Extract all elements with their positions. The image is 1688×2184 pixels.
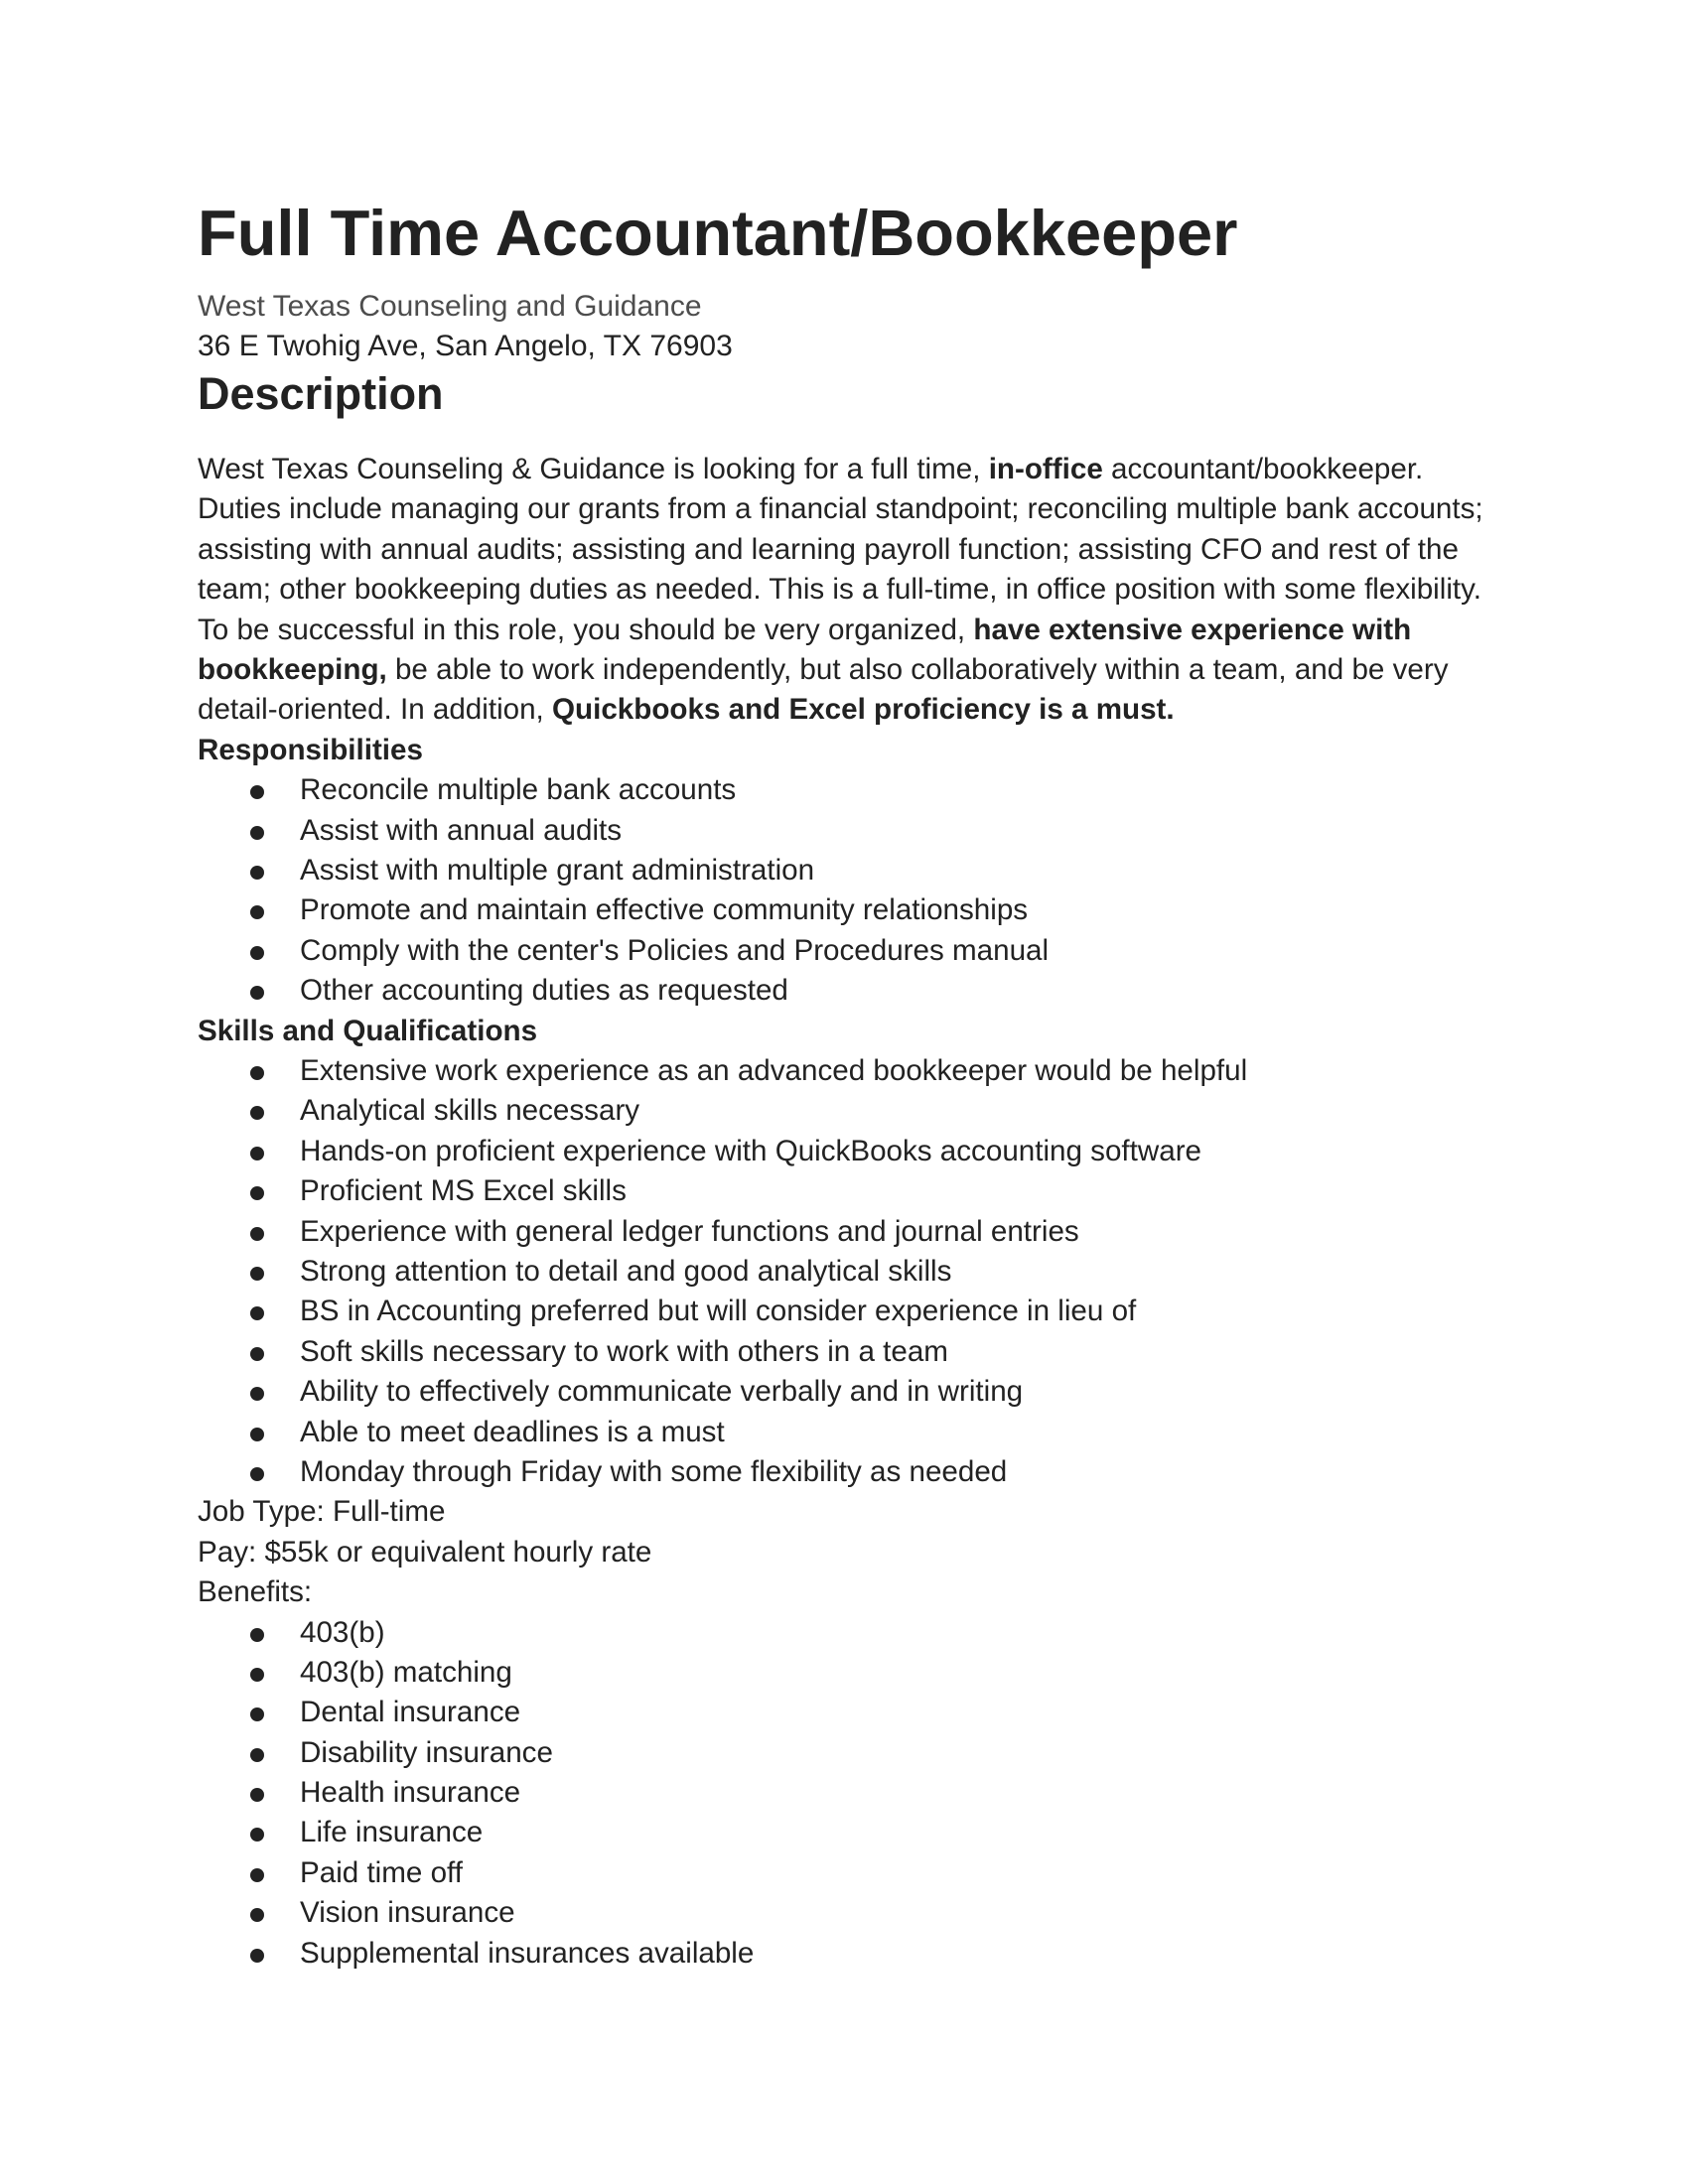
list-item [198,851,1498,890]
paragraph-emphasis-in-office: in-office [988,453,1103,485]
paragraph-text: West Texas Counseling & Guidance is looking for a full time, [198,453,989,485]
list-item [198,1853,1498,1893]
bullet-icon [250,1147,264,1160]
description-body [198,450,1498,1974]
list-item [198,890,1498,930]
list-item [198,811,1498,851]
bullet-icon [250,1186,264,1200]
bullet-icon [250,1707,264,1721]
benefits-list [198,1613,1498,1975]
company-name: West Texas Counseling and Guidance [198,290,702,323]
bullet-icon [250,1267,264,1281]
bullet-icon [250,866,264,880]
bullet-icon [250,1106,264,1120]
list-item-text: Reconcile multiple bank accounts [300,773,737,807]
list-item-text: Assist with multiple grant administration [300,854,815,887]
list-item [198,1934,1498,1974]
responsibilities-heading: Responsibilities [198,733,423,766]
list-item [198,1252,1498,1292]
bullet-icon [250,785,264,799]
job-type: Job Type: Full-time [198,1495,446,1529]
list-item [198,1132,1498,1171]
description-paragraph [198,450,1498,731]
list-item-text: Proficient MS Excel skills [300,1174,627,1208]
list-item [198,1613,1498,1653]
bullet-icon [250,1428,264,1441]
bullet-icon [250,1908,264,1922]
bullet-icon [250,1387,264,1401]
list-item-text: Assist with annual audits [300,813,623,847]
company-address: 36 E Twohig Ave, San Angelo, TX 76903 [198,330,733,362]
list-item [198,1292,1498,1331]
responsibilities-list [198,770,1498,1011]
list-item [198,1212,1498,1252]
skills-heading: Skills and Qualifications [198,1014,538,1047]
list-item [198,1091,1498,1131]
bullet-icon [250,1748,264,1762]
list-item [198,1051,1498,1091]
bullet-icon [250,1628,264,1642]
list-item-text: Soft skills necessary to work with others in a team [300,1334,948,1368]
list-item [198,1452,1498,1492]
list-item [198,770,1498,810]
bullet-icon [250,1347,264,1361]
list-item-text: BS in Accounting preferred but will consider experience in lieu of [300,1295,1137,1328]
bullet-icon [250,986,264,1000]
bullet-icon [250,1467,264,1481]
list-item-text: Hands-on proficient experience with QuickBooks accounting software [300,1134,1202,1167]
bullet-icon [250,1828,264,1842]
list-item [198,1733,1498,1773]
description-heading: Description [198,368,444,419]
bullet-icon [250,1668,264,1682]
list-item [198,971,1498,1011]
list-item-text: Strong attention to detail and good analytical skills [300,1254,952,1288]
paragraph-text: accountant/bookkeeper. Duties include managing our grants from a financial standpoint; reconciling multiple bank accounts; assisting with annual audits; assisting and learning payroll function; assisting CFO and rest of the team; other bookkeeping duties as needed. This is a full-time, in office position with some flexibility. To be successful in this role, you should be very organized, [198,453,1483,646]
list-item-text: Promote and maintain effective community relationships [300,893,1029,927]
list-item-text: Disability insurance [300,1735,553,1769]
list-item-text: Analytical skills necessary [300,1094,640,1128]
bullet-icon [250,1868,264,1882]
list-item [198,1693,1498,1732]
list-item [198,1372,1498,1412]
paragraph-emphasis-quickbooks: Quickbooks and Excel proficiency is a must. [552,693,1175,727]
bullet-icon [250,826,264,840]
list-item [198,1171,1498,1211]
bullet-icon [250,946,264,960]
list-item [198,931,1498,971]
bullet-icon [250,1788,264,1802]
bullet-icon [250,1306,264,1320]
bullet-icon [250,1227,264,1241]
benefits-heading: Benefits: [198,1575,313,1609]
paragraph-emphasis-experience: have extensive experience with bookkeeping, [198,613,1412,687]
list-item-text: Dental insurance [300,1696,521,1729]
list-item [198,1813,1498,1852]
list-item-text: Health insurance [300,1776,521,1810]
list-item [198,1413,1498,1452]
paragraph-text: be able to work independently, but also collaboratively within a team, and be very detail-oriented. In addition, [198,653,1449,727]
bullet-icon [250,1949,264,1963]
list-item-text: Life insurance [300,1816,484,1849]
list-item-text: 403(b) [300,1615,385,1649]
list-item [198,1332,1498,1372]
skills-list [198,1051,1498,1492]
list-item-text: Able to meet deadlines is a must [300,1415,725,1448]
list-item-text: Ability to effectively communicate verbally and in writing [300,1375,1024,1409]
list-item [198,1893,1498,1933]
list-item-text: Paid time off [300,1855,463,1889]
list-item-text: 403(b) matching [300,1655,512,1689]
job-title: Full Time Accountant/Bookkeeper [198,197,1238,269]
list-item-text: Supplemental insurances available [300,1936,755,1970]
list-item-text: Other accounting duties as requested [300,974,788,1008]
pay: Pay: $55k or equivalent hourly rate [198,1535,652,1569]
list-item [198,1773,1498,1813]
bullet-icon [250,1066,264,1080]
list-item-text: Experience with general ledger functions and journal entries [300,1214,1079,1248]
list-item-text: Comply with the center's Policies and Procedures manual [300,933,1050,967]
list-item [198,1653,1498,1693]
list-item-text: Monday through Friday with some flexibility as needed [300,1454,1008,1488]
bullet-icon [250,905,264,919]
list-item-text: Extensive work experience as an advanced bookkeeper would be helpful [300,1054,1248,1087]
list-item-text: Vision insurance [300,1896,515,1930]
